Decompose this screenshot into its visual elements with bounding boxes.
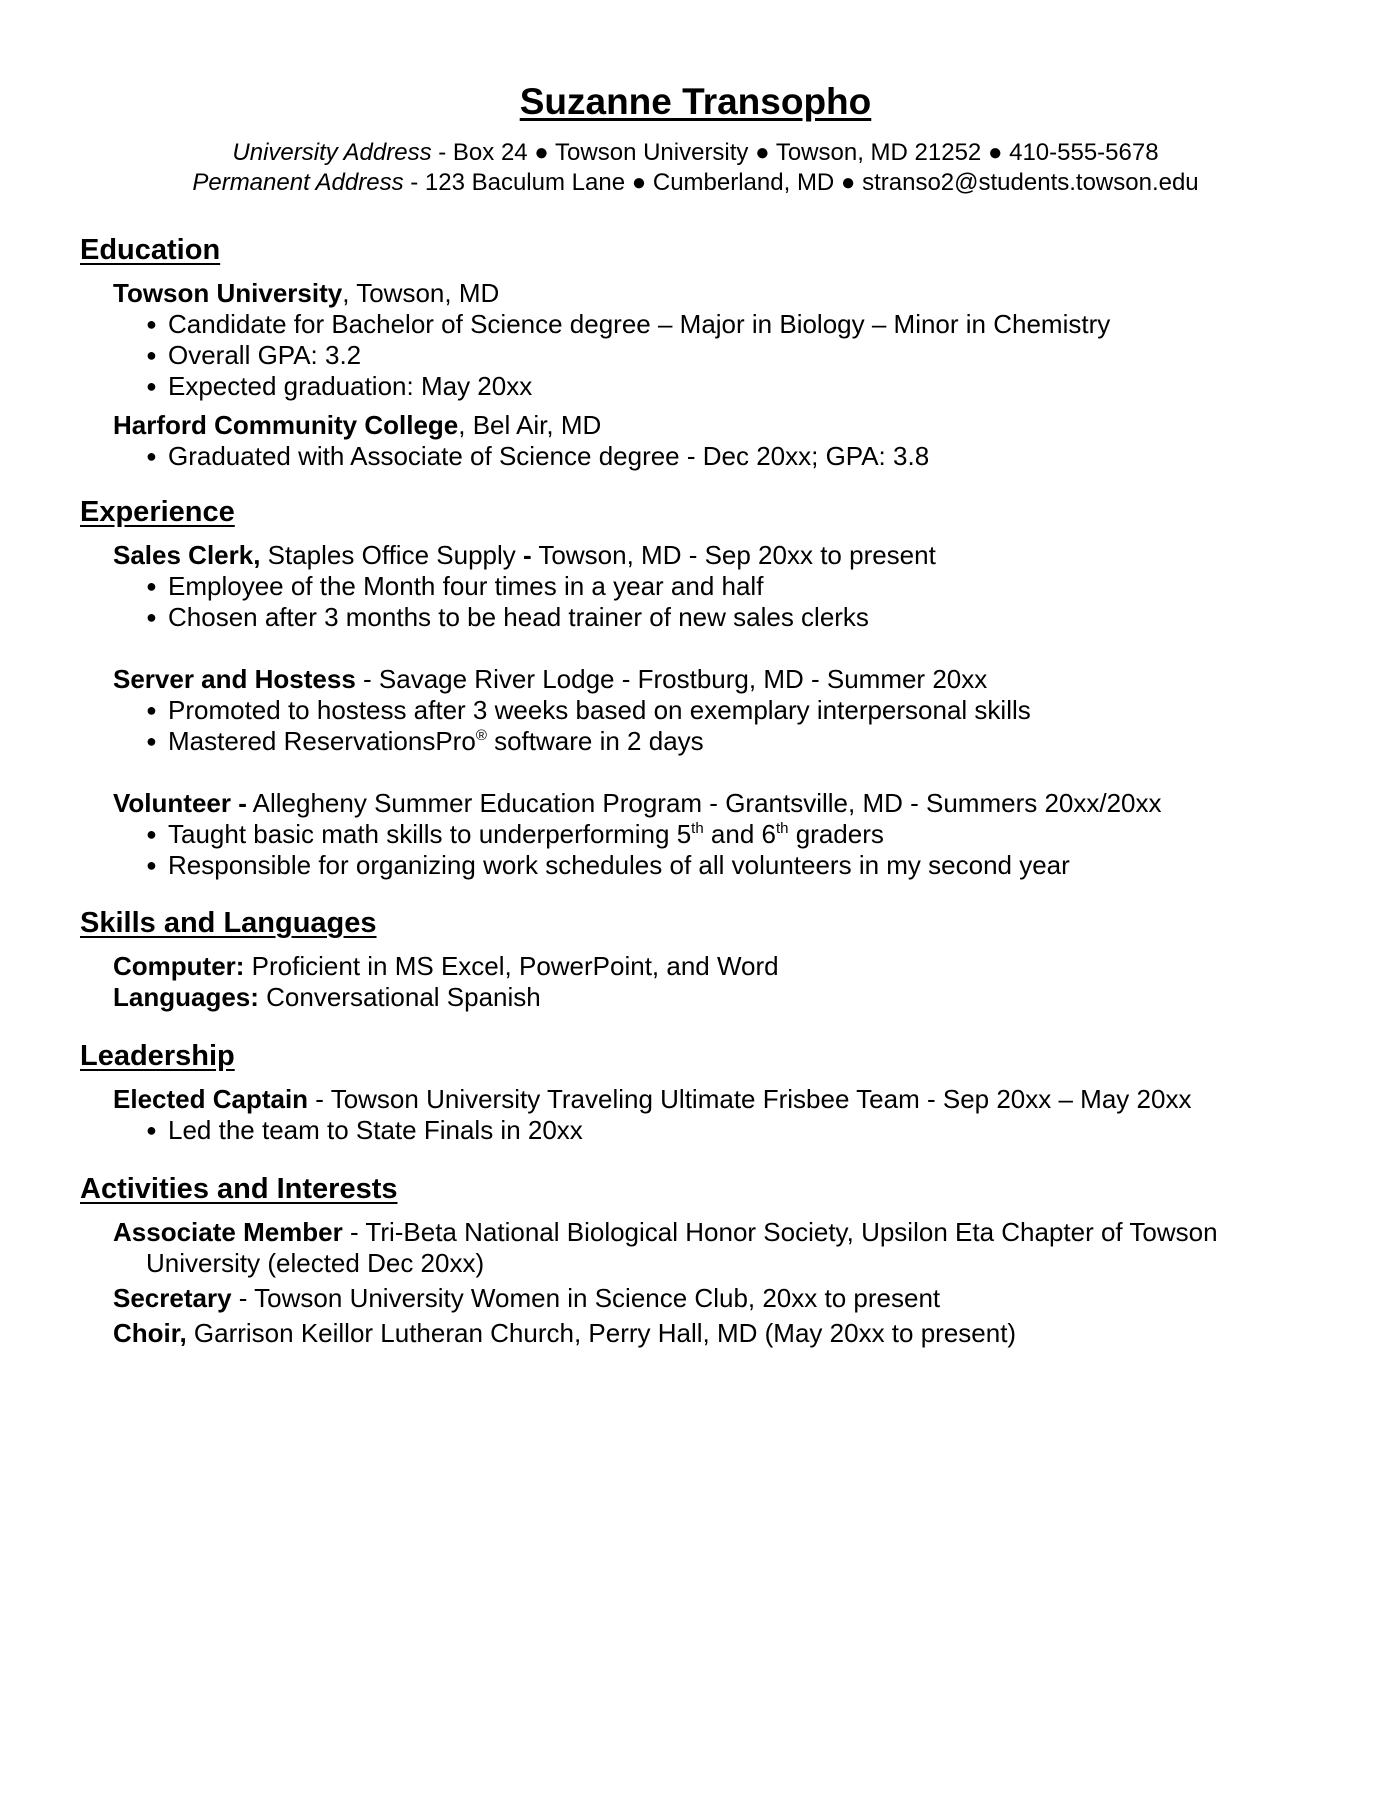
activity-item — [113, 1283, 1311, 1314]
experience-bullets — [113, 571, 1311, 633]
education-bullets — [113, 309, 1311, 402]
list-item: ● Led the team to State Finals in 20xx — [146, 1115, 1311, 1146]
skills-section — [80, 905, 1311, 1013]
list-item: ● Responsible for organizing work schedules of all volunteers in my second year — [146, 850, 1311, 881]
list-item: ● Overall GPA: 3.2 — [146, 340, 1311, 371]
job-dash: - — [523, 540, 532, 570]
leadership-section — [80, 1038, 1311, 1146]
education-bullets — [113, 441, 1311, 472]
list-item — [146, 819, 1311, 850]
skills-heading: Skills and Languages — [80, 907, 377, 939]
leadership-entry-head — [113, 1084, 1311, 1115]
skill-label: Computer: — [113, 951, 245, 981]
candidate-name: Suzanne Transopho — [519, 81, 872, 122]
skills-entry — [80, 951, 1311, 1013]
permanent-address-label: Permanent Address — [192, 169, 404, 196]
activity-item — [113, 1318, 1311, 1349]
activity-role: Secretary — [113, 1283, 232, 1313]
education-entry-harford — [80, 410, 1311, 472]
experience-heading: Experience — [80, 496, 235, 528]
list-item-text: graders — [788, 819, 884, 849]
job-role: Server and Hostess — [113, 664, 356, 694]
education-section — [80, 232, 1311, 472]
skill-label: Languages: — [113, 982, 259, 1012]
leadership-heading: Leadership — [80, 1040, 235, 1072]
list-item: ● Expected graduation: May 20xx — [146, 371, 1311, 402]
list-item: ● Promoted to hostess after 3 weeks based on exemplary interpersonal skills — [146, 695, 1311, 726]
education-entry-towson — [80, 278, 1311, 402]
job-details: Towson, MD - Sep 20xx to present — [531, 540, 936, 570]
list-item: ● Graduated with Associate of Science degree - Dec 20xx; GPA: 3.8 — [146, 441, 1311, 472]
experience-entry-head — [113, 788, 1311, 819]
skill-computer — [113, 951, 1311, 982]
activity-role: Choir, — [113, 1318, 187, 1348]
experience-entry-head — [113, 664, 1311, 695]
university-address-label: University Address — [232, 139, 432, 166]
list-item-text: and 6 — [703, 819, 776, 849]
ordinal-suffix: th — [691, 820, 704, 837]
list-item: ● Candidate for Bachelor of Science degree – Major in Biology – Minor in Chemistry — [146, 309, 1311, 340]
list-item-text: software in 2 days — [486, 726, 704, 756]
list-item-text: Taught basic math skills to underperforming 5 — [168, 819, 692, 849]
experience-entry-head — [113, 540, 1311, 571]
list-item: ● Employee of the Month four times in a year and half — [146, 571, 1311, 602]
school-location: , Bel Air, MD — [458, 410, 602, 440]
registered-mark: ® — [475, 727, 487, 744]
school-location: , Towson, MD — [342, 278, 500, 308]
activity-role: Associate Member — [113, 1217, 343, 1247]
job-details: - Savage River Lodge - Frostburg, MD - Summer 20xx — [355, 664, 988, 694]
job-role: Sales Clerk, — [113, 540, 261, 570]
permanent-address — [80, 168, 1311, 198]
activity-item — [113, 1217, 1311, 1279]
experience-entry-sales — [80, 540, 1311, 633]
school-name: Towson University — [113, 278, 343, 308]
experience-entry-volunteer — [80, 788, 1311, 881]
university-address-value: - Box 24 ● Towson University ● Towson, MD 21252 ● 410-555-5678 — [431, 139, 1159, 166]
education-entry-head — [113, 278, 1311, 309]
list-item — [146, 726, 1311, 757]
leadership-bullets — [113, 1115, 1311, 1146]
job-details: Allegheny Summer Education Program - Grantsville, MD - Summers 20xx/20xx — [246, 788, 1162, 818]
education-entry-head — [113, 410, 1311, 441]
job-org: Staples Office Supply — [260, 540, 523, 570]
activities-heading: Activities and Interests — [80, 1173, 398, 1205]
activities-section — [80, 1171, 1311, 1349]
experience-bullets — [113, 695, 1311, 757]
skill-languages — [113, 982, 1311, 1013]
activity-details: Garrison Keillor Lutheran Church, Perry Hall, MD (May 20xx to present) — [186, 1318, 1017, 1348]
list-item: ● Chosen after 3 months to be head trainer of new sales clerks — [146, 602, 1311, 633]
job-role: Volunteer - — [113, 788, 247, 818]
school-name: Harford Community College — [113, 410, 459, 440]
permanent-address-value: - 123 Baculum Lane ● Cumberland, MD ● stranso2@students.towson.edu — [403, 169, 1199, 196]
activity-details: - Towson University Women in Science Club, 20xx to present — [231, 1283, 941, 1313]
activities-entries — [80, 1217, 1311, 1349]
resume-header — [80, 80, 1311, 198]
university-address — [80, 138, 1311, 168]
leadership-role: Elected Captain — [113, 1084, 309, 1114]
experience-section — [80, 494, 1311, 881]
skill-value: Conversational Spanish — [258, 982, 541, 1012]
ordinal-suffix: th — [775, 820, 789, 837]
leadership-details: - Towson University Traveling Ultimate Frisbee Team - Sep 20xx – May 20xx — [308, 1084, 1192, 1114]
experience-entry-server — [80, 664, 1311, 757]
experience-bullets — [113, 819, 1311, 881]
education-heading: Education — [80, 234, 221, 266]
skill-value: Proficient in MS Excel, PowerPoint, and Word — [244, 951, 779, 981]
leadership-entry — [80, 1084, 1311, 1146]
list-item-text: Mastered ReservationsPro — [168, 726, 476, 756]
activity-details: - Tri-Beta National Biological Honor Society, Upsilon Eta Chapter of Towson University (elected Dec 20xx) — [146, 1217, 1218, 1278]
